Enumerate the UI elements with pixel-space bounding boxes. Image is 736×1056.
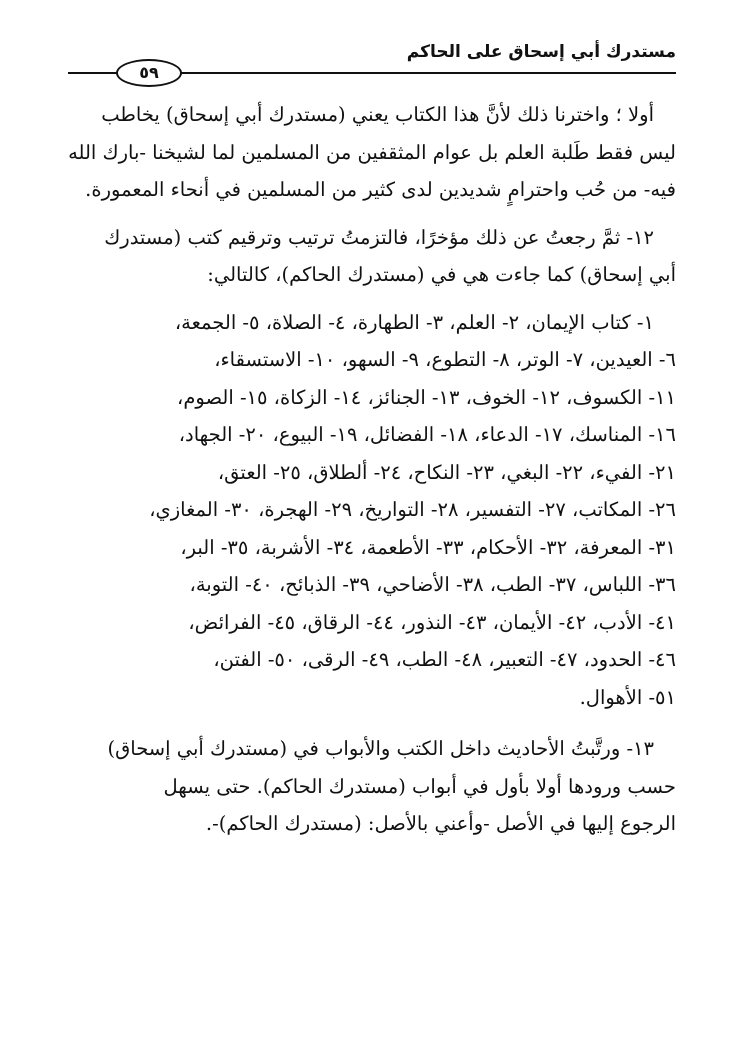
- list-line: ٥١- الأهوال.: [579, 685, 676, 709]
- books-list: [64, 304, 676, 717]
- body-text: [64, 96, 676, 853]
- running-header-title: مستدرك أبي إسحاق على الحاكم: [406, 42, 676, 62]
- text-line: حسب ورودها أولا بأول في أبواب (مستدرك الحاكم). حتى يسهل: [163, 774, 676, 798]
- list-line: ٤١- الأدب، ٤٢- الأيمان، ٤٣- النذور، ٤٤- الرقاق، ٤٥- الفرائض،: [188, 610, 676, 634]
- list-line: ٤٦- الحدود، ٤٧- التعبير، ٤٨- الطب، ٤٩- الرقى، ٥٠- الفتن،: [213, 648, 676, 671]
- text-line: الرجوع إليها في الأصل -وأعني بالأصل: (مستدرك الحاكم)-.: [205, 812, 676, 835]
- list-line: ٦- العيدين، ٧- الوتر، ٨- التطوع، ٩- السهو، ١٠- الاستسقاء،: [214, 348, 676, 371]
- list-line: ٣٦- اللباس، ٣٧- الطب، ٣٨- الأضاحي، ٣٩- الذبائح، ٤٠- التوبة،: [189, 573, 676, 596]
- paragraph-1: [64, 96, 676, 209]
- text-line: أبي إسحاق) كما جاءت هي في (مستدرك الحاكم)، كالتالي:: [207, 263, 676, 286]
- list-line: ٣١- المعرفة، ٣٢- الأحكام، ٣٣- الأطعمة، ٣٤- الأشربة، ٣٥- البر،: [180, 535, 676, 559]
- list-line: ١٦- المناسك، ١٧- الدعاء، ١٨- الفضائل، ١٩- البيوع، ٢٠- الجهاد،: [178, 423, 676, 446]
- list-line: ٢١- الفيء، ٢٢- البغي، ٢٣- النكاح، ٢٤- ألطلاق، ٢٥- العتق،: [217, 460, 676, 484]
- text-line: ١٣- ورتَّبتُ الأحاديث داخل الكتب والأبواب في (مستدرك أبي إسحاق): [107, 737, 654, 760]
- page-number: ٥٩: [116, 59, 182, 87]
- paragraph-2: [64, 219, 676, 294]
- list-line: ٢٦- المكاتب، ٢٧- التفسير، ٢٨- التواريخ، ٢٩- الهجرة، ٣٠- المغازي،: [149, 498, 676, 521]
- text-line: أولا ؛ واخترنا ذلك لأنَّ هذا الكتاب يعني (مستدرك أبي إسحاق) يخاطب: [101, 103, 654, 126]
- paragraph-4: [64, 730, 676, 843]
- running-header: [68, 34, 676, 94]
- text-line: فيه- من حُب واحترامٍ شديدين لدى كثير من المسلمين في أنحاء المعمورة.: [85, 178, 676, 201]
- list-line: ١١- الكسوف، ١٢- الخوف، ١٣- الجنائز، ١٤- الزكاة، ١٥- الصوم،: [177, 385, 676, 409]
- text-line: ١٢- ثمَّ رجعتُ عن ذلك مؤخرًا، فالتزمتُ ترتيب وترقيم كتب (مستدرك: [104, 225, 654, 249]
- list-line: ١- كتاب الإيمان، ٢- العلم، ٣- الطهارة، ٤- الصلاة، ٥- الجمعة،: [174, 310, 654, 334]
- text-line: ليس فقط طَلبة العلم بل عوام المثقفين من المسلمين لما لشيخنا -بارك الله: [68, 140, 676, 164]
